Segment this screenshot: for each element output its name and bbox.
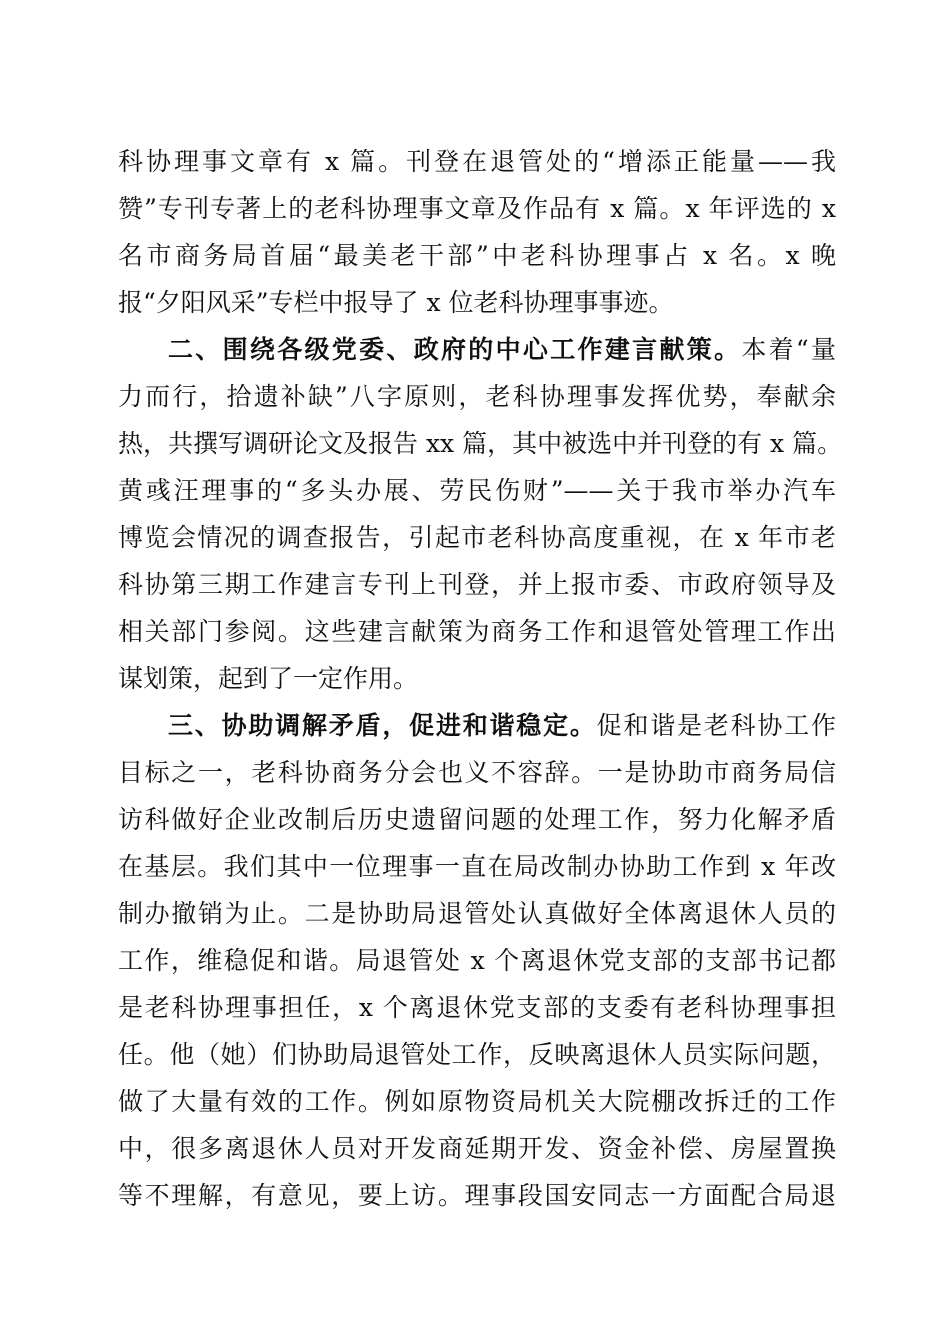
paragraph-2-line-6: 科协第三期工作建言专刊上刊登，并上报市委、市政府领导及: [118, 570, 836, 599]
paragraph-3-line-8: 任。他（她）们协助局退管处工作，反映离退休人员实际问题，: [118, 1040, 836, 1069]
paragraph-3-line-9: 做了大量有效的工作。例如原物资局机关大院棚改拆迁的工作: [118, 1087, 836, 1116]
paragraph-1-line-4: 报“夕阳风采”专栏中报导了 x 位老科协理事事迹。: [118, 288, 674, 317]
paragraph-3-line-4: 在基层。我们其中一位理事一直在局改制办协助工作到 x 年改: [118, 852, 836, 881]
paragraph-3-line-10: 中，很多离退休人员对开发商延期开发、资金补偿、房屋置换: [118, 1134, 836, 1163]
paragraph-2-first-line: [168, 328, 836, 372]
paragraph-2-heading: 二、围绕各级党委、政府的中心工作建言献策。: [168, 335, 742, 364]
paragraph-2-line-8: 谋划策，起到了一定作用。: [118, 664, 419, 693]
paragraph-1-line-1: 科协理事文章有 x 篇。刊登在退管处的“增添正能量——我: [118, 147, 836, 176]
paragraph-3-line-5: 制办撤销为止。二是协助局退管处认真做好全体离退休人员的: [118, 899, 836, 928]
paragraph-3-heading: 三、协助调解矛盾，促进和谐稳定。: [168, 711, 597, 740]
paragraph-3-first-line: [168, 704, 836, 748]
paragraph-2-line-4: 黄彧汪理事的“多头办展、劳民伤财”——关于我市举办汽车: [118, 476, 836, 505]
paragraph-3-first-line-text: 促和谐是老科协工作: [596, 711, 836, 740]
paragraph-2-line-3: 热，共撰写调研论文及报告 xx 篇，其中被选中并刊登的有 x 篇。: [118, 429, 843, 458]
paragraph-2-line-7: 相关部门参阅。这些建言献策为商务工作和退管处管理工作出: [118, 617, 836, 646]
paragraph-3-line-11: 等不理解，有意见，要上访。理事段国安同志一方面配合局退: [118, 1181, 836, 1210]
paragraph-2-first-line-text: 本着“量: [741, 335, 836, 364]
paragraph-3-line-7: 是老科协理事担任，x 个离退休党支部的支委有老科协理事担: [118, 993, 836, 1022]
paragraph-3-line-3: 访科做好企业改制后历史遗留问题的处理工作，努力化解矛盾: [118, 805, 836, 834]
paragraph-2-line-5: 博览会情况的调查报告，引起市老科协高度重视，在 x 年市老: [118, 523, 836, 552]
paragraph-1-line-2: 赞”专刊专著上的老科协理事文章及作品有 x 篇。x 年评选的 x: [118, 194, 836, 223]
paragraph-2-line-2: 力而行，拾遗补缺”八字原则，老科协理事发挥优势，奉献余: [118, 382, 836, 411]
paragraph-3-line-6: 工作，维稳促和谐。局退管处 x 个离退休党支部的支部书记都: [118, 946, 836, 975]
paragraph-1-line-3: 名市商务局首届“最美老干部”中老科协理事占 x 名。x 晚: [118, 241, 836, 270]
paragraph-3-line-2: 目标之一，老科协商务分会也义不容辞。一是协助市商务局信: [118, 758, 836, 787]
